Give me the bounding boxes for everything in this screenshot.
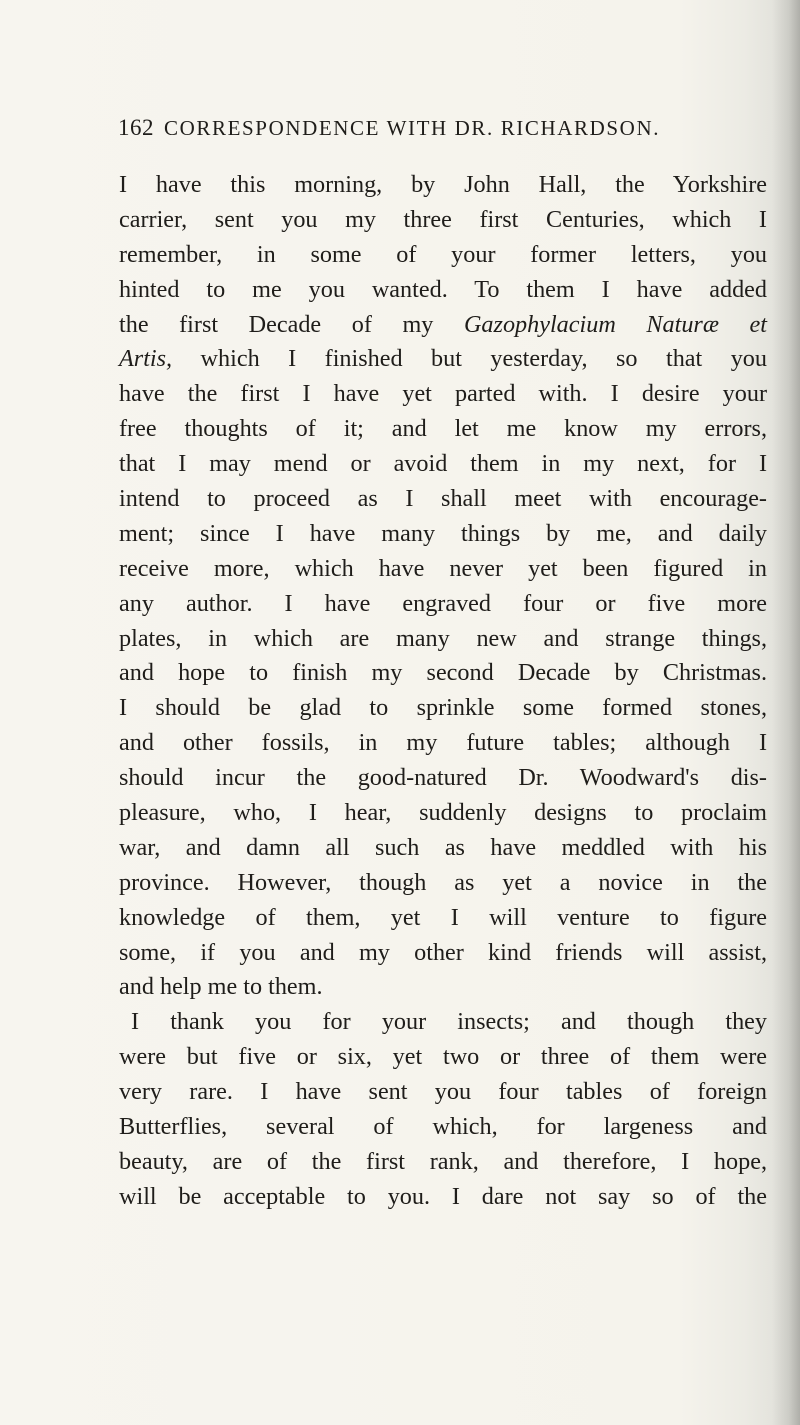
text-line: intend to proceed as I shall meet with encourage- [119,485,767,513]
text-line: and other fossils, in my future tables; although I [119,729,767,757]
text-line: have the first I have yet parted with. I desire your [119,380,767,408]
text-line: plates, in which are many new and strange things, [119,624,767,652]
text-line: I have this morning, by John Hall, the Yorkshire [119,171,767,198]
text-line: will be acceptable to you. I dare not say so of the [119,1182,767,1210]
text-line: receive more, which have never yet been figured in [119,554,767,582]
text-line: that I may mend or avoid them in my next, for I [119,450,767,478]
letter-body [119,168,767,1215]
text-line: free thoughts of it; and let me know my errors, [119,415,767,443]
text-line: I should be glad to sprinkle some formed stones, [119,694,767,722]
text-line: war, and damn all such as have meddled with his [119,833,767,861]
text-line: knowledge of them, yet I will venture to figure [119,903,767,931]
book-title-italic: Artis, [119,345,173,373]
text-line: and help me to them. [119,973,323,1001]
text-line: were but five or six, yet two or three of them were [119,1043,767,1071]
text-line: should incur the good-natured Dr. Woodward's dis- [119,764,767,792]
running-head [118,115,718,141]
text-line: hinted to me you wanted. To them I have added [119,275,767,303]
book-title-italic: Gazophylacium Naturæ et [463,310,767,338]
text-line: I thank you for your insects; and though they [131,1008,767,1036]
text-fragment: the first Decade of my [119,310,464,338]
page-number: 162 [118,115,154,140]
text-line: some, if you and my other kind friends will assist, [119,938,767,966]
text-line: beauty, are of the first rank, and therefore, I hope, [119,1147,767,1175]
text-line: province. However, though as yet a novice in the [119,868,767,896]
text-line [119,342,767,377]
page-edge-shadow [772,0,800,1425]
text-line: pleasure, who, I hear, suddenly designs to proclaim [119,799,767,827]
text-fragment: which I finished but yesterday, so that you [172,345,767,373]
running-head-title: CORRESPONDENCE WITH DR. RICHARDSON. [164,116,661,140]
text-line: any author. I have engraved four or five more [119,589,767,617]
text-line: very rare. I have sent you four tables of foreign [119,1078,767,1106]
text-line: Butterflies, several of which, for largeness and [119,1113,767,1141]
text-line: ment; since I have many things by me, and daily [119,519,767,547]
text-line: carrier, sent you my three first Centuries, which I [119,205,767,233]
text-line [119,308,767,343]
text-line: remember, in some of your former letters, you [119,240,767,268]
text-line: and hope to finish my second Decade by Christmas. [119,659,767,687]
